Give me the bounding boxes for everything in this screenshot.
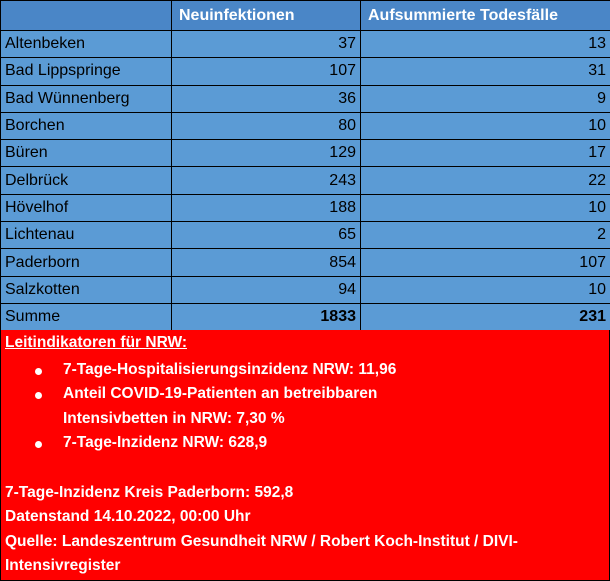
bullet-icon — [35, 368, 42, 375]
table-row — [1, 222, 610, 249]
cell-todesfaelle: 2 — [361, 222, 610, 249]
table-row — [1, 276, 610, 303]
kreis-inzidenz: 7-Tage-Inzidenz Kreis Paderborn: 592,8 — [5, 483, 294, 501]
header-todesfaelle: Aufsummierte Todesfälle — [361, 1, 610, 31]
cell-municipality: Hövelhof — [1, 194, 172, 221]
cell-neuinfektionen: 129 — [172, 140, 361, 167]
table-row — [1, 31, 610, 58]
cell-todesfaelle: 231 — [361, 303, 610, 330]
table-row — [1, 140, 610, 167]
spacer — [5, 456, 609, 481]
indicator-item — [5, 358, 609, 383]
quelle: Quelle: Landeszentrum Gesundheit NRW / Robert Koch-Institut / DIVI-Intensivregister — [5, 532, 518, 575]
table-row — [1, 249, 610, 276]
cell-neuinfektionen: 94 — [172, 276, 361, 303]
datenstand: Datenstand 14.10.2022, 00:00 Uhr — [5, 508, 251, 526]
cell-municipality: Bad Wünnenberg — [1, 85, 172, 112]
cell-municipality: Delbrück — [1, 167, 172, 194]
indicator-item — [5, 382, 475, 431]
indicator-heading: Leitindikatoren für NRW: — [5, 334, 187, 351]
indicator-text: Anteil COVID-19-Patienten an betreibbaren Intensivbetten in NRW: 7,30 % — [63, 385, 378, 427]
cell-municipality: Summe — [1, 303, 172, 330]
cell-neuinfektionen: 37 — [172, 31, 361, 58]
header-neuinfektionen: Neuinfektionen — [172, 1, 361, 31]
cell-neuinfektionen: 243 — [172, 167, 361, 194]
table-row — [1, 112, 610, 139]
cell-todesfaelle: 31 — [361, 58, 610, 85]
cell-todesfaelle: 10 — [361, 112, 610, 139]
indicator-text: 7-Tage-Hospitalisierungsinzidenz NRW: 11,96 — [63, 360, 397, 378]
bullet-icon — [35, 392, 42, 399]
cell-municipality: Borchen — [1, 112, 172, 139]
cell-neuinfektionen: 80 — [172, 112, 361, 139]
cell-neuinfektionen: 107 — [172, 58, 361, 85]
cell-todesfaelle: 9 — [361, 85, 610, 112]
indicator-item — [5, 431, 609, 456]
indicator-list — [5, 358, 609, 456]
cell-todesfaelle: 13 — [361, 31, 610, 58]
cell-todesfaelle: 22 — [361, 167, 610, 194]
indicator-panel — [0, 330, 610, 581]
cell-municipality: Bad Lippspringe — [1, 58, 172, 85]
cell-todesfaelle: 17 — [361, 140, 610, 167]
indicator-text: 7-Tage-Inzidenz NRW: 628,9 — [63, 434, 268, 452]
cell-neuinfektionen: 188 — [172, 194, 361, 221]
cell-neuinfektionen: 854 — [172, 249, 361, 276]
cell-municipality: Paderborn — [1, 249, 172, 276]
table-row — [1, 167, 610, 194]
bullet-icon — [35, 441, 42, 448]
cell-todesfaelle: 10 — [361, 276, 610, 303]
table-header-row — [1, 1, 610, 31]
cell-neuinfektionen: 1833 — [172, 303, 361, 330]
table-row — [1, 194, 610, 221]
sum-row — [1, 303, 610, 330]
cell-municipality: Altenbeken — [1, 31, 172, 58]
header-municipality — [1, 1, 172, 31]
cell-municipality: Lichtenau — [1, 222, 172, 249]
table-row — [1, 85, 610, 112]
cell-neuinfektionen: 65 — [172, 222, 361, 249]
cell-todesfaelle: 107 — [361, 249, 610, 276]
table-row — [1, 58, 610, 85]
cell-municipality: Büren — [1, 140, 172, 167]
cell-municipality: Salzkotten — [1, 276, 172, 303]
cell-neuinfektionen: 36 — [172, 85, 361, 112]
cell-todesfaelle: 10 — [361, 194, 610, 221]
